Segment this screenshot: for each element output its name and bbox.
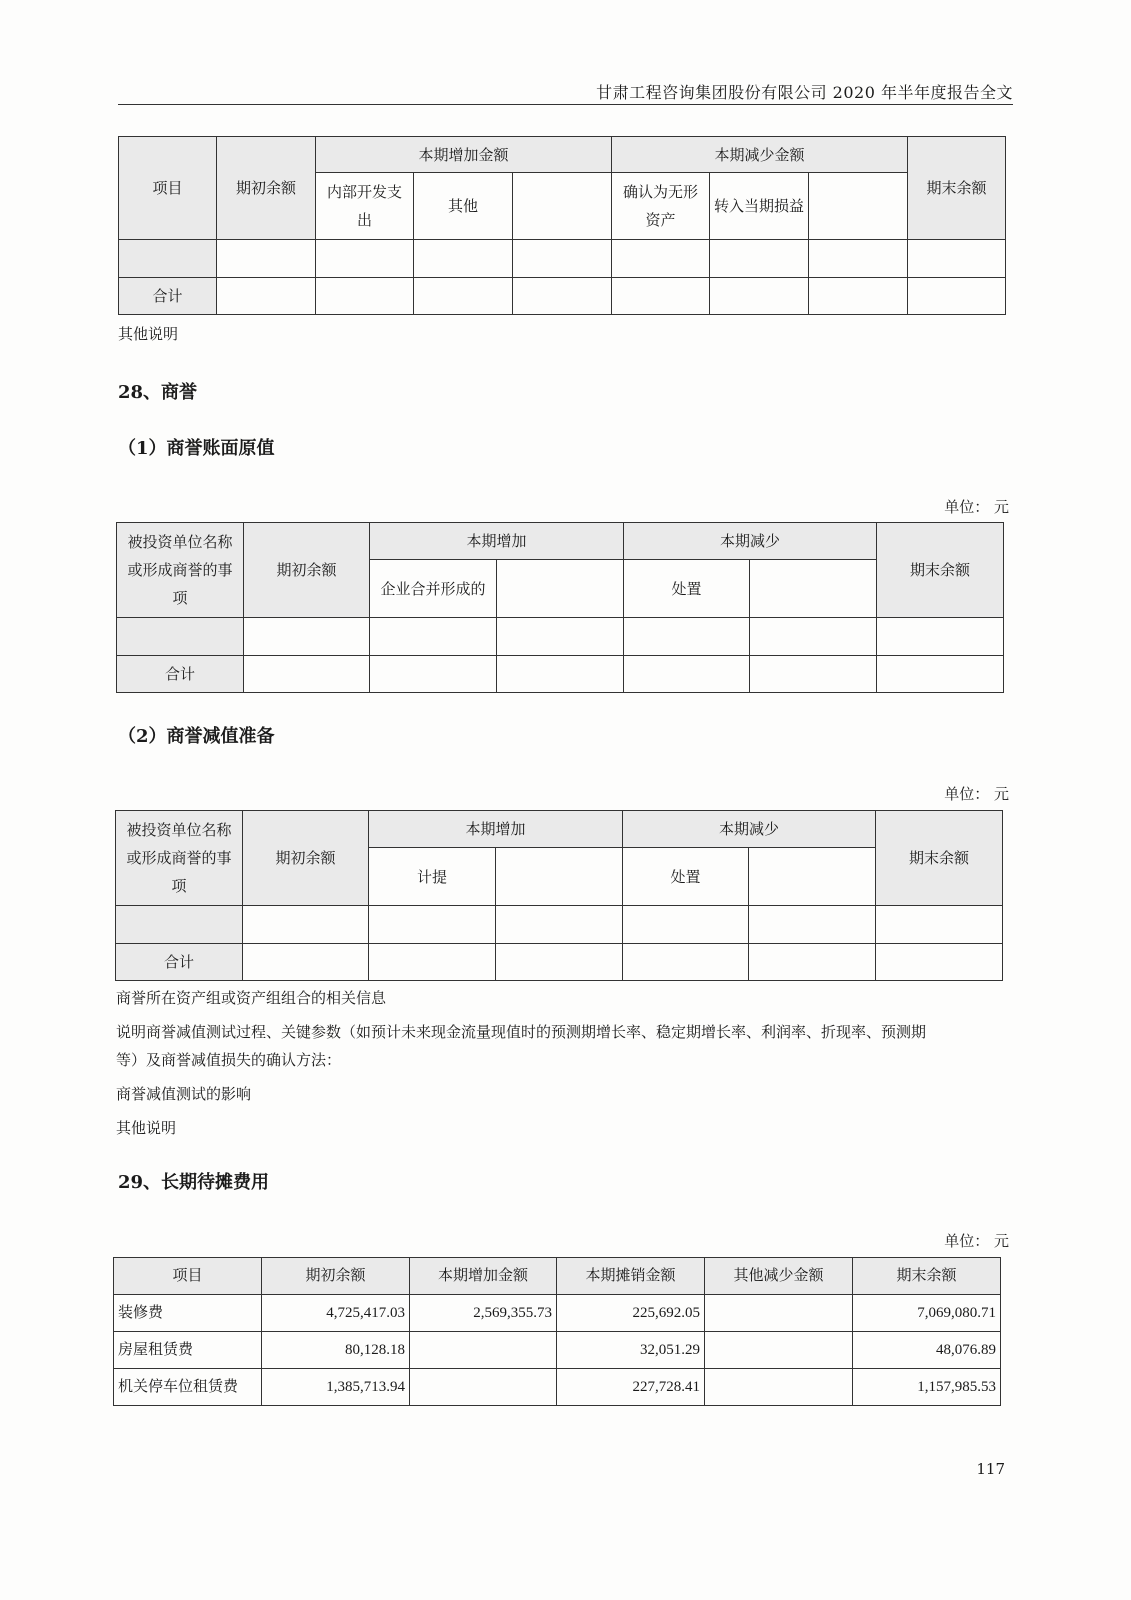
col-decrease: 本期减少金额 [612, 137, 908, 173]
total-label: 合计 [116, 944, 243, 981]
row-increase [410, 1332, 557, 1369]
col-opening: 期初余额 [243, 811, 369, 906]
goodwill-original-table [116, 522, 1004, 693]
table-row [116, 906, 1003, 944]
row-increase: 2,569,355.73 [410, 1295, 557, 1332]
col-investee: 被投资单位名称或形成商誉的事项 [116, 811, 243, 906]
col-opening: 期初余额 [217, 137, 316, 240]
col-increase: 本期增加金额 [316, 137, 612, 173]
col-closing: 期末余额 [877, 523, 1004, 618]
row-increase [410, 1369, 557, 1406]
goodwill-notes [116, 984, 1016, 1142]
table-row [119, 240, 1006, 278]
row-name: 房屋租赁费 [114, 1332, 262, 1369]
col-closing: 期末余额 [876, 811, 1003, 906]
note-impairment-method-a: 说明商誉减值测试过程、关键参数（如预计未来现金流量现值时的预测期增长率、稳定期增长率、利润率、折现率、预测期 [116, 1023, 927, 1041]
subsection-1-heading: （1）商誉账面原值 [118, 438, 275, 459]
goodwill-impairment-table [115, 810, 1003, 981]
row-amortization: 32,051.29 [557, 1332, 705, 1369]
col-opening: 期初余额 [262, 1258, 410, 1295]
col-closing: 期末余额 [853, 1258, 1001, 1295]
col-increase: 本期增加金额 [410, 1258, 557, 1295]
col-closing: 期末余额 [908, 137, 1006, 240]
row-closing: 1,157,985.53 [853, 1369, 1001, 1406]
unit-label-3: 单位： 元 [944, 1232, 1009, 1250]
col-disposal: 处置 [624, 560, 750, 618]
col-disposal: 处置 [623, 848, 749, 906]
table-row [117, 618, 1004, 656]
note-asset-group-info: 商誉所在资产组或资产组组合的相关信息 [116, 989, 387, 1007]
row-closing: 48,076.89 [853, 1332, 1001, 1369]
col-to-intangible: 确认为无形资产 [612, 173, 710, 240]
table-row [114, 1295, 1001, 1332]
col-decrease: 本期减少 [623, 811, 876, 848]
note-impairment-impact: 商誉减值测试的影响 [116, 1085, 252, 1103]
col-amortization: 本期摊销金额 [557, 1258, 705, 1295]
section-28-heading: 28、商誉 [118, 382, 198, 403]
col-item: 项目 [119, 137, 217, 240]
row-opening: 4,725,417.03 [262, 1295, 410, 1332]
table-row [114, 1369, 1001, 1406]
col-decrease-blank [809, 173, 908, 240]
row-other [705, 1332, 853, 1369]
note-other: 其他说明 [116, 1119, 177, 1137]
total-row [117, 656, 1004, 693]
row-opening: 80,128.18 [262, 1332, 410, 1369]
col-increase-blank [513, 173, 612, 240]
col-other: 其他 [414, 173, 513, 240]
other-notes-1: 其他说明 [118, 325, 179, 343]
unit-label-1: 单位： 元 [944, 498, 1009, 516]
page-number: 117 [976, 1460, 1005, 1478]
total-label: 合计 [117, 656, 244, 693]
col-other-decrease: 其他减少金额 [705, 1258, 853, 1295]
note-impairment-method-b: 等）及商誉减值损失的确认方法： [116, 1051, 342, 1069]
row-opening: 1,385,713.94 [262, 1369, 410, 1406]
header-rule [118, 104, 1013, 105]
col-item: 项目 [114, 1258, 262, 1295]
row-amortization: 225,692.05 [557, 1295, 705, 1332]
total-row [116, 944, 1003, 981]
col-increase: 本期增加 [370, 523, 624, 560]
row-closing: 7,069,080.71 [853, 1295, 1001, 1332]
col-decrease: 本期减少 [624, 523, 877, 560]
row-name: 装修费 [114, 1295, 262, 1332]
col-increase: 本期增加 [369, 811, 623, 848]
total-label: 合计 [119, 278, 217, 315]
long-term-prepaid-table [113, 1257, 1001, 1406]
col-opening: 期初余额 [244, 523, 370, 618]
development-expenditure-table [118, 136, 1006, 315]
col-provision: 计提 [369, 848, 496, 906]
total-row [119, 278, 1006, 315]
table-row [114, 1332, 1001, 1369]
col-internal-dev: 内部开发支出 [316, 173, 414, 240]
col-merger: 企业合并形成的 [370, 560, 497, 618]
row-amortization: 227,728.41 [557, 1369, 705, 1406]
page-header-title: 甘肃工程咨询集团股份有限公司 2020 年半年度报告全文 [596, 83, 1013, 102]
unit-label-2: 单位： 元 [944, 785, 1009, 803]
subsection-2-heading: （2）商誉减值准备 [118, 726, 275, 747]
col-to-pl: 转入当期损益 [710, 173, 809, 240]
row-other [705, 1295, 853, 1332]
row-name: 机关停车位租赁费 [114, 1369, 262, 1406]
section-29-heading: 29、长期待摊费用 [118, 1172, 270, 1193]
row-other [705, 1369, 853, 1406]
col-investee: 被投资单位名称或形成商誉的事项 [117, 523, 244, 618]
